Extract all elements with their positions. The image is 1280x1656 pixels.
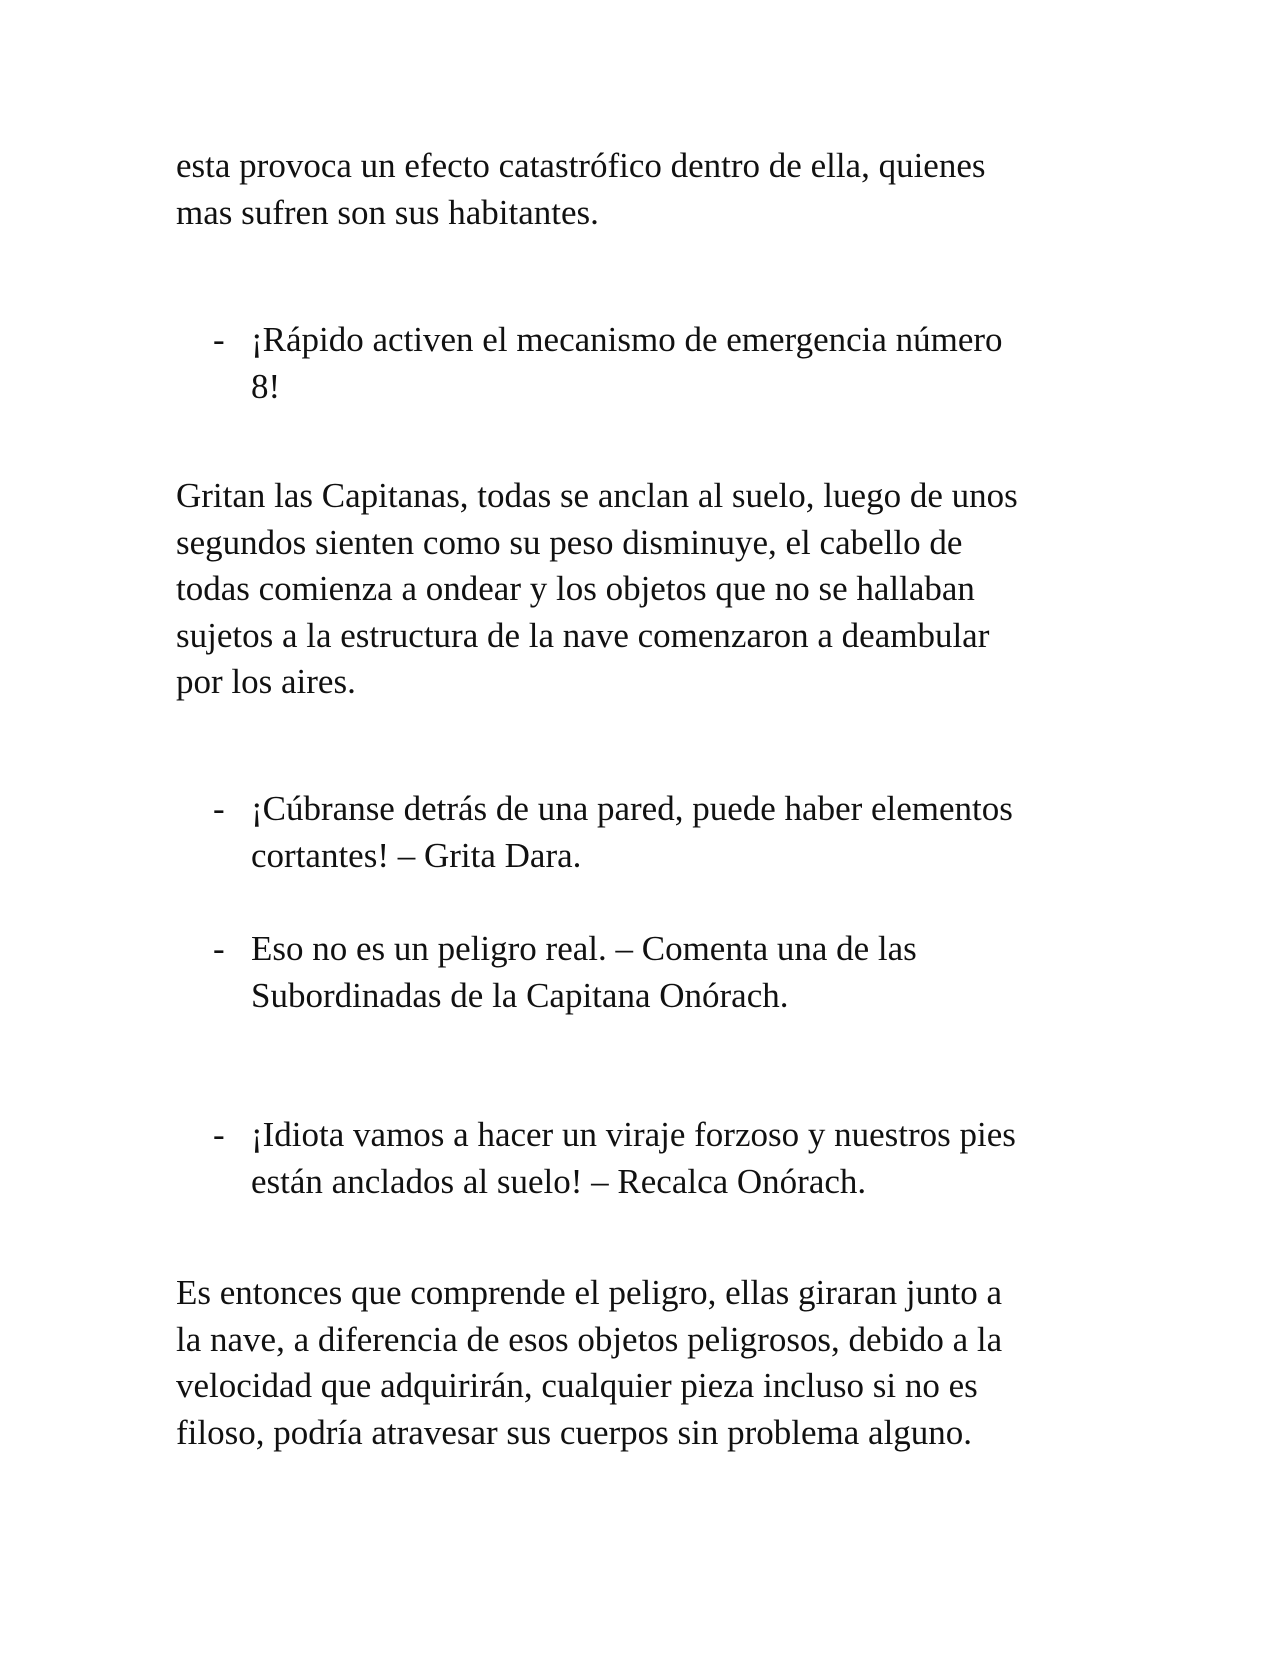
text-line: Es entonces que comprende el peligro, ellas giraran junto a	[176, 1273, 1003, 1312]
text-line: ¡Idiota vamos a hacer un viraje forzoso y nuestros pies	[251, 1115, 1016, 1154]
text-line: Eso no es un peligro real. – Comenta una de las	[251, 929, 917, 968]
dialogue-text	[251, 786, 1093, 879]
text-line: Subordinadas de la Capitana Onórach.	[251, 975, 789, 1015]
text-line: ¡Rápido activen el mecanismo de emergencia número	[251, 320, 1003, 359]
dialogue-dash: -	[213, 320, 225, 359]
dialogue-subordinada	[213, 926, 1093, 1019]
text-line: sujetos a la estructura de la nave comenzaron a deambular	[176, 615, 990, 655]
paragraph-intro	[176, 143, 1096, 236]
dialogue-text	[251, 317, 1093, 410]
dialogue-dash: -	[213, 789, 225, 828]
dialogue-dash: -	[213, 1115, 225, 1154]
text-line: todas comienza a ondear y los objetos que no se hallaban	[176, 569, 975, 608]
text-line: 8!	[251, 366, 281, 406]
text-line: cortantes! – Grita Dara.	[251, 835, 582, 875]
dialogue-text	[251, 926, 1093, 1019]
text-line: ¡Cúbranse detrás de una pared, puede haber elementos	[251, 789, 1013, 828]
text-line: filoso, podría atravesar sus cuerpos sin problema alguno.	[176, 1412, 973, 1452]
dialogue-dash: -	[213, 929, 225, 968]
text-line: esta provoca un efecto catastrófico dentro de ella, quienes	[176, 146, 986, 185]
text-line: la nave, a diferencia de esos objetos peligrosos, debido a la	[176, 1319, 1003, 1359]
dialogue-onorach	[213, 1112, 1093, 1205]
paragraph-capitanas	[176, 473, 1096, 706]
dialogue-text	[251, 1112, 1093, 1205]
dialogue-dara	[213, 786, 1093, 879]
text-line: están anclados al suelo! – Recalca Onórach.	[251, 1161, 867, 1201]
text-line: Gritan las Capitanas, todas se anclan al suelo, luego de unos	[176, 476, 1018, 515]
text-line: segundos sienten como su peso disminuye, el cabello de	[176, 522, 963, 562]
dialogue-emergency	[213, 317, 1093, 410]
paragraph-peligro	[176, 1270, 1096, 1456]
text-line: velocidad que adquirirán, cualquier pieza incluso si no es	[176, 1366, 978, 1405]
text-line: mas sufren son sus habitantes.	[176, 192, 599, 232]
text-line: por los aires.	[176, 662, 356, 701]
